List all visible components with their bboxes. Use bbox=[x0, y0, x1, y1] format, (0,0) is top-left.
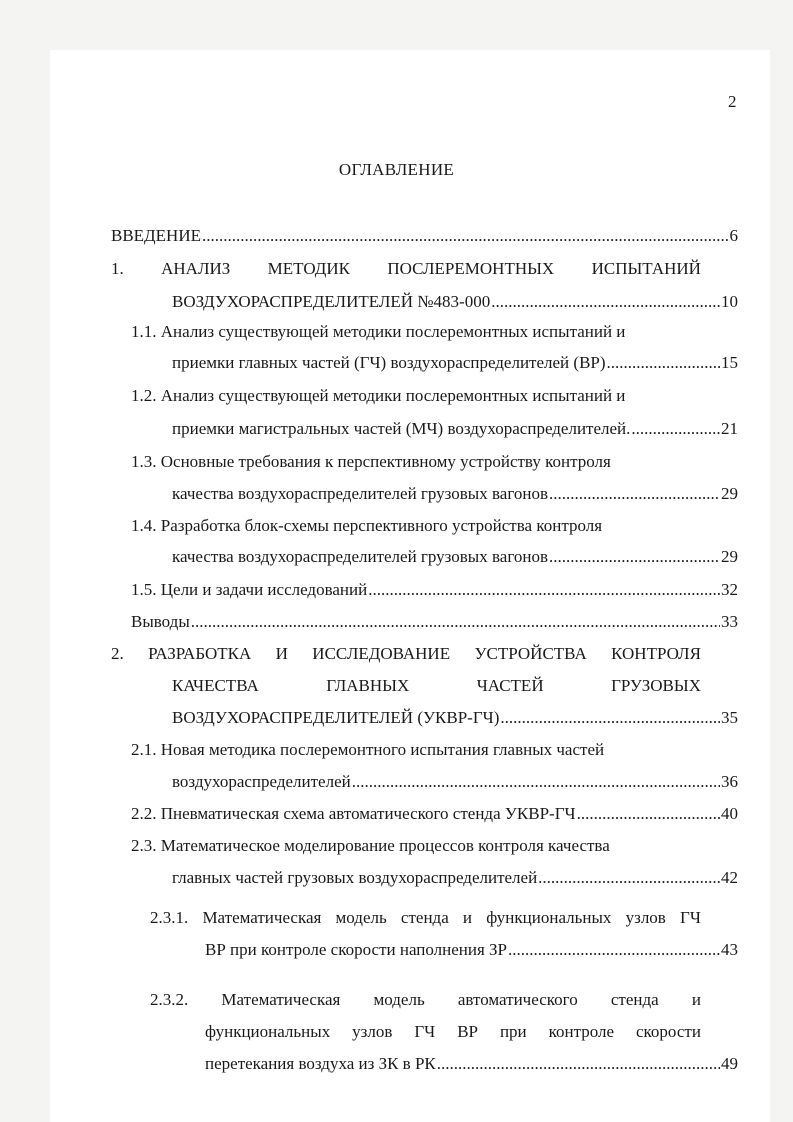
toc-entry-2-2[interactable]: 2.2. Пневматическая схема автоматического стенда УКВР-ГЧ ..... 40 bbox=[131, 803, 738, 825]
toc-entry-2-3-line2[interactable]: главных частей грузовых воздухораспределителей ..... 42 bbox=[172, 867, 738, 889]
toc-entry-2-line3[interactable]: ВОЗДУХОРАСПРЕДЕЛИТЕЛЕЙ (УКВР-ГЧ) ..... 35 bbox=[172, 707, 738, 729]
toc-entry-2-3-2-line2[interactable]: функциональных узлов ГЧ ВР при контроле скорости bbox=[205, 1022, 701, 1041]
toc-entry-2-3-2-line3[interactable]: перетекания воздуха из ЗК в РК ..... 49 bbox=[205, 1053, 738, 1075]
toc-entry-1-line2[interactable]: ВОЗДУХОРАСПРЕДЕЛИТЕЛЕЙ №483-000 ..... 10 bbox=[172, 291, 738, 313]
toc-entry-1-2-line2[interactable]: приемки магистральных частей (МЧ) воздухораспределителей. ..... 21 bbox=[172, 418, 738, 440]
toc-entry-1-5[interactable]: 1.5. Цели и задачи исследований ..... 32 bbox=[131, 579, 738, 601]
toc-entry-2-1-line1[interactable]: 2.1. Новая методика послеремонтного испытания главных частей bbox=[131, 740, 605, 759]
toc-entry-2-3-line1[interactable]: 2.3. Математическое моделирование процессов контроля качества bbox=[131, 836, 610, 855]
toc-entry-2-3-2-line1[interactable]: 2.3.2. Математическая модель автоматического стенда и bbox=[150, 990, 701, 1009]
toc-entry-1-1-line1[interactable]: 1.1. Анализ существующей методики послеремонтных испытаний и bbox=[131, 322, 626, 341]
toc-entry-intro[interactable]: ВВЕДЕНИЕ ..... 6 bbox=[111, 225, 738, 247]
toc-entry-2-line1[interactable]: 2. РАЗРАБОТКА И ИССЛЕДОВАНИЕ УСТРОЙСТВА КОНТРОЛЯ bbox=[111, 644, 701, 663]
toc-entry-1-3-line1[interactable]: 1.3. Основные требования к перспективному устройству контроля bbox=[131, 452, 611, 471]
toc-entry-1-3-line2[interactable]: качества воздухораспределителей грузовых вагонов ..... 29 bbox=[172, 483, 738, 505]
toc-entry-1-1-line2[interactable]: приемки главных частей (ГЧ) воздухораспределителей (ВР) ..... 15 bbox=[172, 352, 738, 374]
toc-entry-1-2-line1[interactable]: 1.2. Анализ существующей методики послеремонтных испытаний и bbox=[131, 386, 626, 405]
toc-entry-2-3-1-line1[interactable]: 2.3.1. Математическая модель стенда и функциональных узлов ГЧ bbox=[150, 908, 701, 927]
page-number: 2 bbox=[728, 92, 737, 111]
toc-title: ОГЛАВЛЕНИЕ bbox=[338, 160, 455, 179]
toc-entry-2-1-line2[interactable]: воздухораспределителей ..... 36 bbox=[172, 771, 738, 793]
toc-entry-1-line1[interactable]: 1. АНАЛИЗ МЕТОДИК ПОСЛЕРЕМОНТНЫХ ИСПЫТАНИЙ bbox=[111, 259, 701, 278]
toc-entry-2-3-1-line2[interactable]: ВР при контроле скорости наполнения ЗР ..... 43 bbox=[205, 939, 738, 961]
toc-entry-1-4-line1[interactable]: 1.4. Разработка блок-схемы перспективного устройства контроля bbox=[131, 516, 603, 535]
toc-entry-2-line2[interactable]: КАЧЕСТВА ГЛАВНЫХ ЧАСТЕЙ ГРУЗОВЫХ bbox=[172, 676, 701, 695]
toc-entry-conclusions[interactable]: Выводы ..... 33 bbox=[131, 611, 738, 633]
toc-entry-1-4-line2[interactable]: качества воздухораспределителей грузовых вагонов ..... 29 bbox=[172, 546, 738, 568]
